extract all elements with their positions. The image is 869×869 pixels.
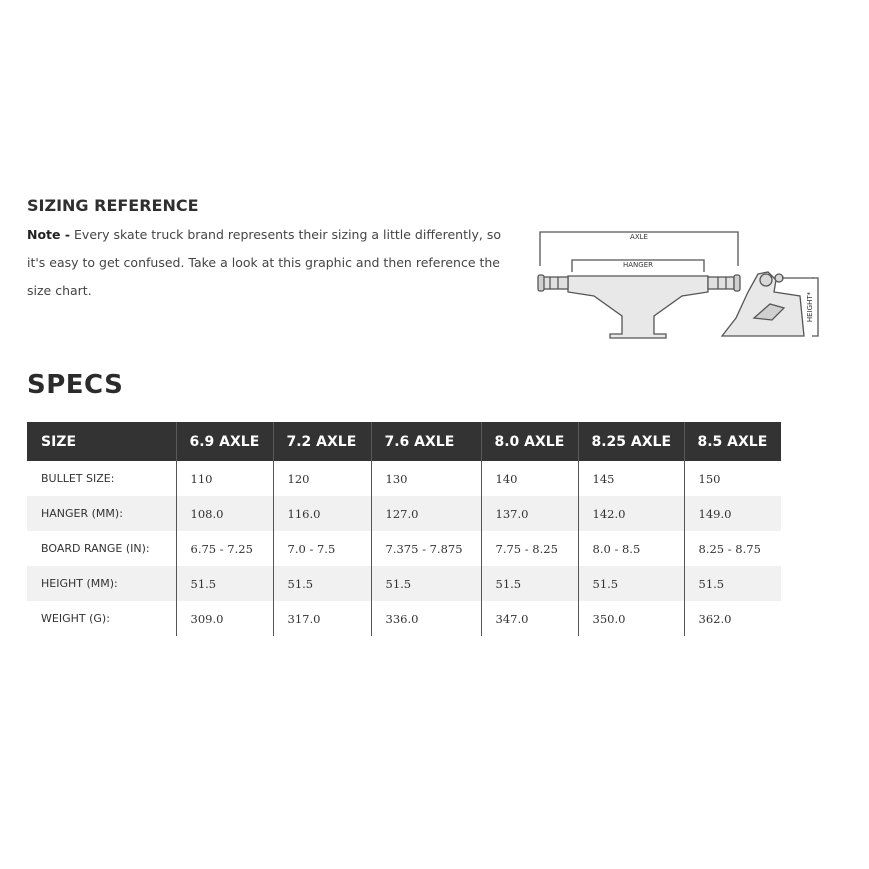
table-cell: 317.0 [273,601,371,636]
table-row-weight [27,601,781,636]
table-cell: 127.0 [371,496,481,531]
table-cell: 6.75 - 7.25 [176,531,273,566]
table-cell: 7.75 - 8.25 [481,531,578,566]
header-7-2-axle: 7.2 AXLE [273,422,371,461]
table-cell: 108.0 [176,496,273,531]
header-size: SIZE [27,422,176,461]
row-label: HEIGHT (MM): [27,566,176,601]
table-cell: 8.0 - 8.5 [578,531,684,566]
table-cell: 309.0 [176,601,273,636]
table-cell: 145 [578,461,684,496]
truck-sizing-diagram [532,222,832,342]
specs-title: SPECS [27,370,124,400]
table-row-hanger [27,496,781,531]
sizing-reference-title: SIZING REFERENCE [27,196,199,215]
sizing-note [27,221,517,305]
specs-table [27,422,781,636]
table-cell: 7.375 - 7.875 [371,531,481,566]
table-cell: 51.5 [176,566,273,601]
row-label: WEIGHT (G): [27,601,176,636]
table-cell: 150 [684,461,781,496]
header-8-5-axle: 8.5 AXLE [684,422,781,461]
table-cell: 336.0 [371,601,481,636]
truck-front-view [538,232,740,338]
header-8-25-axle: 8.25 AXLE [578,422,684,461]
table-cell: 142.0 [578,496,684,531]
header-7-6-axle: 7.6 AXLE [371,422,481,461]
table-cell: 149.0 [684,496,781,531]
header-8-0-axle: 8.0 AXLE [481,422,578,461]
specs-header-row [27,422,781,461]
table-row-height [27,566,781,601]
table-cell: 347.0 [481,601,578,636]
table-cell: 7.0 - 7.5 [273,531,371,566]
table-cell: 51.5 [371,566,481,601]
table-row-bullet-size [27,461,781,496]
table-cell: 130 [371,461,481,496]
hanger-label: HANGER [623,261,653,269]
table-cell: 140 [481,461,578,496]
height-label: HEIGHT* [806,291,814,323]
axle-label: AXLE [630,233,648,241]
table-cell: 137.0 [481,496,578,531]
sizing-reference-section [27,196,517,305]
table-cell: 350.0 [578,601,684,636]
table-cell: 120 [273,461,371,496]
row-label: HANGER (MM): [27,496,176,531]
table-row-board-range [27,531,781,566]
table-cell: 51.5 [578,566,684,601]
row-label: BOARD RANGE (IN): [27,531,176,566]
table-cell: 51.5 [684,566,781,601]
row-label: BULLET SIZE: [27,461,176,496]
note-label: Note - [27,227,71,242]
table-cell: 51.5 [481,566,578,601]
header-6-9-axle: 6.9 AXLE [176,422,273,461]
table-cell: 110 [176,461,273,496]
table-cell: 116.0 [273,496,371,531]
table-cell: 8.25 - 8.75 [684,531,781,566]
note-text: Every skate truck brand represents their sizing a little differently, so it's easy to get confused. Take a look at this graphic and then reference the size chart. [27,227,501,298]
table-cell: 362.0 [684,601,781,636]
table-cell: 51.5 [273,566,371,601]
